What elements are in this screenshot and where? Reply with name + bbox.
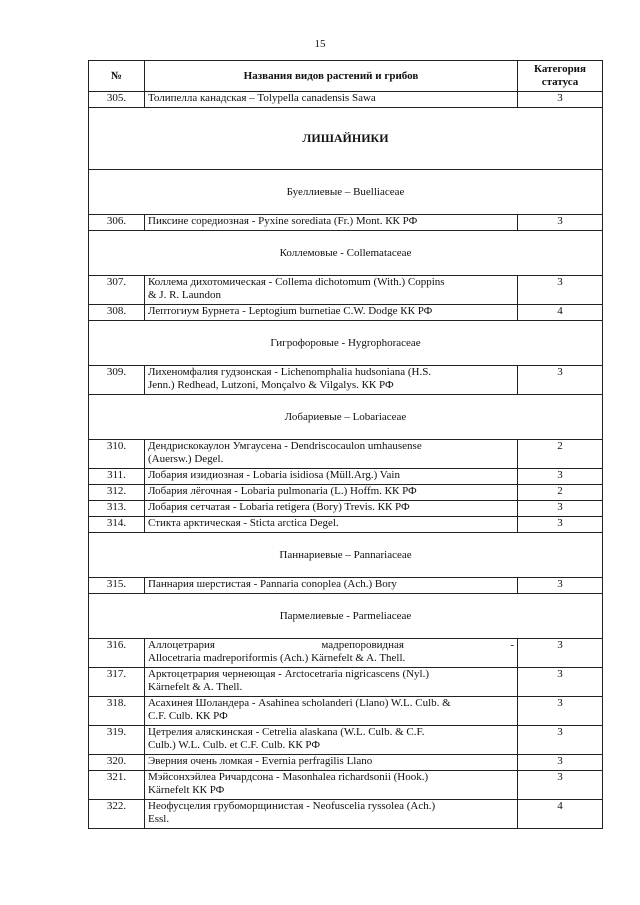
family-row xyxy=(89,170,603,215)
table-row xyxy=(89,501,603,517)
species-name-line: Лобария изидиозная - Lobaria isidiosa (Müll.Arg.) Vain xyxy=(148,469,400,481)
family-title: Коллемовые - Collemataceae xyxy=(89,231,603,276)
species-name-line: Kärnefelt & A. Thell. xyxy=(148,681,243,693)
section-row xyxy=(89,108,603,170)
species-name xyxy=(145,639,518,668)
status-category: 3 xyxy=(518,755,603,771)
status-category: 3 xyxy=(518,517,603,533)
table-header-row xyxy=(89,61,603,92)
species-name-line: Лобария сетчатая - Lobaria retigera (Bory) Trevis. КК РФ xyxy=(148,501,410,513)
status-category: 3 xyxy=(518,726,603,755)
table-row xyxy=(89,771,603,800)
header-number: № xyxy=(89,61,145,92)
status-category: 3 xyxy=(518,639,603,668)
status-category: 4 xyxy=(518,305,603,321)
species-number: 312. xyxy=(89,485,145,501)
status-category: 3 xyxy=(518,697,603,726)
table-row xyxy=(89,726,603,755)
species-name-line: Лептогиум Бурнета - Leptogium burnetiae C.W. Dodge КК РФ xyxy=(148,305,433,317)
family-row xyxy=(89,395,603,440)
species-name xyxy=(145,276,518,305)
status-category: 2 xyxy=(518,485,603,501)
species-name-line: Culb.) W.L. Culb. et C.F. Culb. КК РФ xyxy=(148,739,321,751)
species-name xyxy=(145,501,518,517)
species-number: 305. xyxy=(89,92,145,108)
species-number: 310. xyxy=(89,440,145,469)
species-name-line: Коллема дихотомическая - Collema dichotomum (With.) Coppins xyxy=(148,276,445,288)
species-name xyxy=(145,697,518,726)
species-name-line: Лихеномфалия гудзонская - Lichenomphalia hudsoniana (H.S. xyxy=(148,366,432,378)
species-name xyxy=(145,469,518,485)
status-category: 3 xyxy=(518,668,603,697)
table-row xyxy=(89,215,603,231)
status-category: 3 xyxy=(518,771,603,800)
species-name-line: Essl. xyxy=(148,813,170,825)
species-name-line: Пиксине соредиозная - Pyxine sorediata (Fr.) Mont. КК РФ xyxy=(148,215,418,227)
species-name-line: Стикта арктическая - Sticta arctica Degel. xyxy=(148,517,339,529)
species-name-line: (Auersw.) Degel. xyxy=(148,453,224,465)
species-name-line: Мэйсонхэйлеа Ричардсона - Masonhalea richardsonii (Hook.) xyxy=(148,771,429,783)
species-name xyxy=(145,215,518,231)
species-name-line: Лобария лёгочная - Lobaria pulmonaria (L.) Hoffm. КК РФ xyxy=(148,485,417,497)
species-number: 309. xyxy=(89,366,145,395)
species-name xyxy=(145,755,518,771)
species-name-line: Толипелла канадская – Tolypella canadensis Sawa xyxy=(148,92,376,104)
species-name-line: Асахинея Шоландера - Asahinea scholanderi (Llano) W.L. Culb. & xyxy=(148,697,451,709)
table-row xyxy=(89,668,603,697)
species-name xyxy=(145,92,518,108)
table-row xyxy=(89,276,603,305)
species-name-line: Allocetraria madreporiformis (Ach.) Kärnefelt & A. Thell. xyxy=(148,652,406,664)
species-name-line: & J. R. Laundon xyxy=(148,289,222,301)
family-title: Буеллиевые – Buelliaceae xyxy=(89,170,603,215)
species-number: 316. xyxy=(89,639,145,668)
species-number: 315. xyxy=(89,578,145,594)
species-name xyxy=(145,800,518,829)
table-row xyxy=(89,697,603,726)
species-name-line: Эверния очень ломкая - Evernia perfragilis Llano xyxy=(148,755,373,767)
species-name-line: Паннария шерстистая - Pannaria conoplea (Ach.) Bory xyxy=(148,578,397,590)
red-book-table xyxy=(88,60,603,829)
species-name xyxy=(145,305,518,321)
status-category: 3 xyxy=(518,501,603,517)
species-number: 320. xyxy=(89,755,145,771)
species-number: 311. xyxy=(89,469,145,485)
species-name-line: Аллоцетрария мадрепоровидная - xyxy=(148,639,514,651)
family-row xyxy=(89,321,603,366)
table-row xyxy=(89,517,603,533)
species-name-line: Цетрелия аляскинская - Cetrelia alaskana (W.L. Culb. & C.F. xyxy=(148,726,425,738)
table-row xyxy=(89,578,603,594)
species-name xyxy=(145,440,518,469)
family-row xyxy=(89,231,603,276)
table-row xyxy=(89,92,603,108)
status-category: 3 xyxy=(518,578,603,594)
section-title: ЛИШАЙНИКИ xyxy=(89,108,603,170)
species-name-line: Kärnefelt КК РФ xyxy=(148,784,225,796)
status-category: 3 xyxy=(518,366,603,395)
species-name xyxy=(145,485,518,501)
family-title: Гигрофоровые - Hygrophoraceae xyxy=(89,321,603,366)
status-category: 4 xyxy=(518,800,603,829)
table-row xyxy=(89,639,603,668)
table-row xyxy=(89,366,603,395)
species-name-line: Дендрискокаулон Умгаусена - Dendriscocaulon umhausense xyxy=(148,440,422,452)
species-name xyxy=(145,726,518,755)
table-body xyxy=(89,92,603,829)
page-number: 15 xyxy=(314,38,326,50)
table-row xyxy=(89,485,603,501)
species-name-line: Неофусцелия грубоморщинистая - Neofuscelia ryssolea (Ach.) xyxy=(148,800,436,812)
family-row xyxy=(89,594,603,639)
species-number: 321. xyxy=(89,771,145,800)
species-number: 307. xyxy=(89,276,145,305)
species-name xyxy=(145,578,518,594)
species-name xyxy=(145,771,518,800)
table-row xyxy=(89,469,603,485)
species-name xyxy=(145,668,518,697)
species-number: 317. xyxy=(89,668,145,697)
species-number: 313. xyxy=(89,501,145,517)
family-title: Пармелиевые - Parmeliaceae xyxy=(89,594,603,639)
status-category: 3 xyxy=(518,469,603,485)
family-row xyxy=(89,533,603,578)
header-species-name: Названия видов растений и грибов xyxy=(145,61,518,92)
status-category: 3 xyxy=(518,276,603,305)
species-number: 306. xyxy=(89,215,145,231)
species-name-line: C.F. Culb. КК РФ xyxy=(148,710,228,722)
table-row xyxy=(89,755,603,771)
header-status-category: Категория статуса xyxy=(518,61,603,92)
family-title: Паннариевые – Pannariaceae xyxy=(89,533,603,578)
status-category: 3 xyxy=(518,215,603,231)
status-category: 2 xyxy=(518,440,603,469)
status-category: 3 xyxy=(518,92,603,108)
family-title: Лобариевые – Lobariaceae xyxy=(89,395,603,440)
species-name xyxy=(145,366,518,395)
species-number: 319. xyxy=(89,726,145,755)
species-name-line: Арктоцетрария чернеющая - Arctocetraria nigricascens (Nyl.) xyxy=(148,668,430,680)
species-number: 314. xyxy=(89,517,145,533)
species-number: 308. xyxy=(89,305,145,321)
species-number: 322. xyxy=(89,800,145,829)
species-number: 318. xyxy=(89,697,145,726)
table-row xyxy=(89,800,603,829)
species-name-line: Jenn.) Redhead, Lutzoni, Monçalvo & Vilgalys. КК РФ xyxy=(148,379,394,391)
species-name xyxy=(145,517,518,533)
table-row xyxy=(89,440,603,469)
table-row xyxy=(89,305,603,321)
